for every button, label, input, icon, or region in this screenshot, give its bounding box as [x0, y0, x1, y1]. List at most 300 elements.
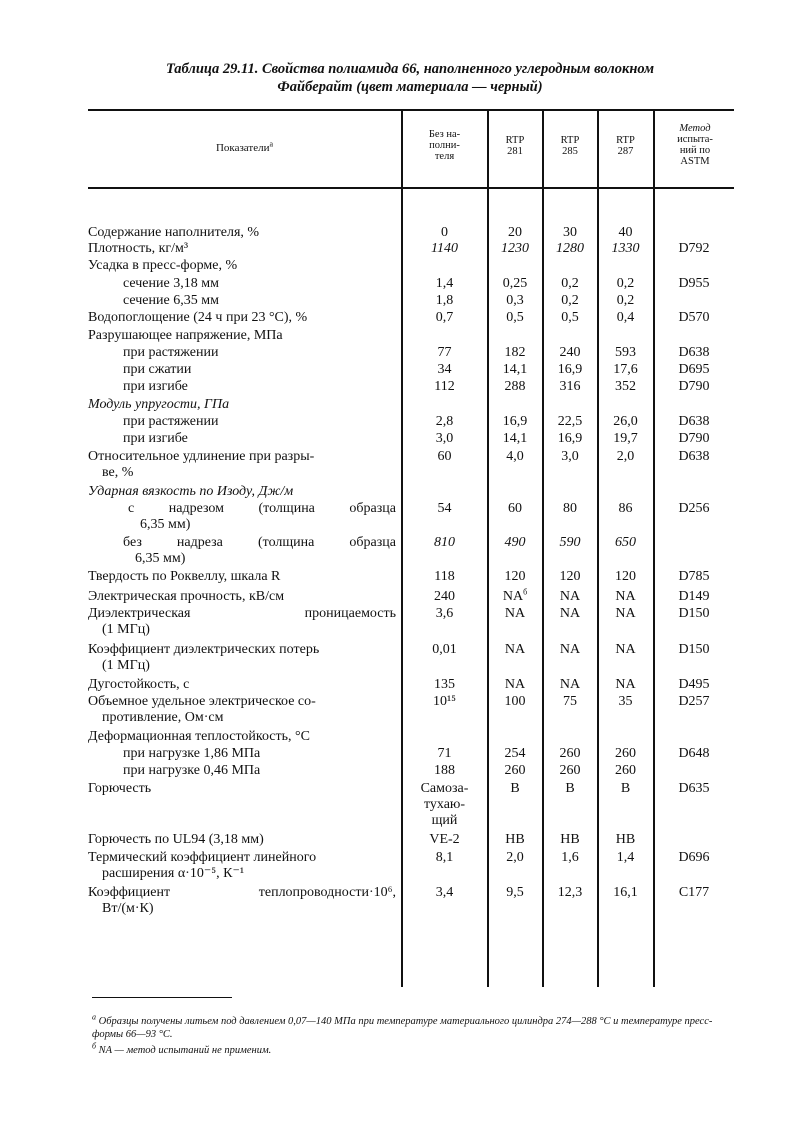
row-label: [123, 746, 396, 762]
row-label-line: Твердость по Роквеллу, шкала R: [88, 569, 281, 584]
value-cell: [402, 431, 487, 447]
header-property: [90, 139, 399, 154]
row-label: [123, 293, 396, 309]
row-label-line: сечение 6,35 мм: [123, 293, 219, 308]
header-method-line: испыта-: [677, 134, 713, 145]
value-text: D790: [678, 379, 710, 394]
method-cell: [654, 362, 734, 378]
value-text: NA: [504, 606, 526, 621]
value-cell: [598, 781, 653, 797]
value-cell: [488, 225, 542, 241]
value-cell: [402, 276, 487, 292]
value-text: NA: [615, 606, 636, 621]
value-cell: [543, 293, 597, 309]
value-text: 593: [615, 345, 636, 360]
value-text-line: тухаю-: [423, 797, 466, 812]
value-cell: [598, 293, 653, 309]
value-text: D790: [678, 431, 710, 446]
value-text: D256: [678, 501, 710, 516]
row-label-line: Горючесть: [88, 781, 152, 796]
value-cell: [598, 746, 653, 762]
row-label: [123, 763, 396, 779]
method-cell: [654, 885, 734, 901]
value-cell: [402, 569, 487, 585]
value-cell: [402, 535, 487, 551]
value-text: 16,9: [557, 362, 583, 377]
value-text: 35: [618, 694, 633, 709]
value-cell: [488, 310, 542, 326]
row-label: [88, 642, 396, 674]
value-cell: [402, 885, 487, 901]
row-label: [88, 850, 396, 882]
value-text: 14,1: [502, 362, 528, 377]
value-text: 0,5: [561, 310, 579, 325]
value-text: 75: [563, 694, 577, 709]
method-cell: [654, 501, 734, 517]
row-label: [123, 414, 396, 430]
value-cell: [402, 781, 487, 829]
value-cell: [598, 414, 653, 430]
value-text: 4,0: [506, 449, 524, 464]
value-text: 0,5: [506, 310, 524, 325]
row-label-line: Горючесть по UL94 (3,18 мм): [88, 832, 264, 847]
value-text: 135: [434, 677, 455, 692]
method-cell: [654, 850, 734, 866]
value-cell: [402, 414, 487, 430]
value-text: 260: [615, 763, 636, 778]
value-cell: [488, 832, 542, 848]
row-label: [123, 276, 396, 292]
value-text: 1330: [611, 241, 640, 256]
value-text: NA: [559, 589, 581, 604]
header-rtp281-line: 281: [507, 146, 523, 157]
header-unfilled-line: полни-: [429, 140, 460, 151]
value-text: D638: [678, 414, 710, 429]
header-bottom-rule: [88, 187, 734, 189]
value-cell: [402, 850, 487, 866]
value-cell: [488, 535, 542, 551]
value-text: 16,9: [557, 431, 583, 446]
value-cell: [543, 606, 597, 622]
value-cell: [402, 589, 487, 605]
row-label-line: при растяжении: [123, 345, 219, 360]
row-label-line: Коэффициент диэлектрических потерь: [88, 642, 320, 657]
value-cell: [402, 694, 487, 710]
row-label-line: Ударная вязкость по Изоду, Дж/м: [88, 484, 294, 499]
value-cell: [598, 569, 653, 585]
row-label-line: (1 МГц): [102, 622, 150, 637]
row-label: [88, 241, 396, 257]
row-label-line: Относительное удлинение при разры-: [88, 449, 315, 464]
value-cell: [598, 832, 653, 848]
value-text: D638: [678, 345, 710, 360]
value-cell: [488, 694, 542, 710]
value-cell: [598, 535, 653, 551]
value-text: 260: [615, 746, 636, 761]
value-cell: [402, 293, 487, 309]
value-text: 71: [437, 746, 452, 761]
row-label: [123, 379, 396, 395]
value-text: D696: [678, 850, 710, 865]
row-label: [128, 501, 396, 533]
method-cell: [654, 414, 734, 430]
row-label-line: Вт/(м·К): [102, 901, 154, 916]
value-text: D149: [678, 589, 710, 604]
value-text: 54: [437, 501, 452, 516]
footnote-a-text: Образцы получены литьем под давлением 0,07—140 МПа при температуре материального цилиндра 274—288 °С и температуре пресс-формы 66—93 °С.: [92, 1016, 713, 1040]
row-label-line: Плотность, кг/м³: [88, 241, 189, 256]
value-cell: [598, 431, 653, 447]
value-text: 1,4: [435, 276, 454, 291]
value-text: 0,2: [616, 276, 635, 291]
row-label: [88, 729, 396, 745]
value-text: VE-2: [429, 832, 460, 847]
value-cell: [543, 362, 597, 378]
value-text: 3,0: [435, 431, 454, 446]
value-text: 0,2: [616, 293, 635, 308]
value-text: 3,0: [561, 449, 579, 464]
row-label-line: Дугостойкость, с: [88, 677, 190, 692]
header-rtp285: [543, 135, 597, 157]
row-label-line: расширения α·10⁻⁵, К⁻¹: [102, 866, 245, 881]
row-label-line: 6,35 мм): [135, 551, 186, 566]
value-text: D648: [678, 746, 710, 761]
row-label: [88, 832, 396, 848]
value-text: 8,1: [435, 850, 454, 865]
value-text: 490: [504, 535, 526, 550]
value-text: D635: [678, 781, 710, 796]
value-text: NA: [615, 677, 636, 692]
value-cell: [488, 850, 542, 866]
value-text: 12,3: [557, 885, 583, 900]
value-cell: [402, 225, 487, 241]
header-rtp287-line: RTP: [616, 135, 635, 146]
value-text: D785: [678, 569, 710, 584]
row-label-line: при нагрузке 0,46 МПа: [123, 763, 261, 778]
value-cell: [598, 885, 653, 901]
value-cell: [543, 589, 597, 605]
value-cell: [543, 431, 597, 447]
value-cell: [543, 677, 597, 693]
value-cell: [402, 606, 487, 622]
row-label-line: Коэффициент теплопроводности·10⁶,: [88, 885, 396, 900]
value-cell: [598, 642, 653, 658]
value-cell: [488, 431, 542, 447]
row-label: [123, 362, 396, 378]
row-label: [88, 484, 396, 500]
value-text: 2,0: [506, 850, 524, 865]
method-cell: [654, 431, 734, 447]
value-cell: [402, 642, 487, 658]
row-label-line: 6,35 мм): [140, 517, 191, 532]
row-label-line: при сжатии: [123, 362, 192, 377]
table-caption: [80, 60, 740, 96]
value-cell: [402, 345, 487, 361]
row-label: [88, 225, 396, 241]
value-text: 120: [504, 569, 526, 584]
value-cell: [598, 276, 653, 292]
value-text: В: [510, 781, 520, 796]
value-cell: [543, 885, 597, 901]
value-text: 260: [559, 746, 581, 761]
value-text: 2,8: [435, 414, 454, 429]
value-text: 77: [437, 345, 452, 360]
row-label: [123, 535, 396, 567]
value-text: 19,7: [613, 431, 638, 446]
method-cell: [654, 569, 734, 585]
row-label-line: Модуль упругости, ГПа: [88, 397, 230, 412]
value-text: 1230: [501, 241, 529, 256]
row-label: [88, 397, 396, 413]
value-text: 120: [559, 569, 581, 584]
method-cell: [654, 677, 734, 693]
row-label-line: Электрическая прочность, кВ/см: [88, 589, 285, 604]
value-text: 288: [504, 379, 526, 394]
value-cell: [543, 763, 597, 779]
value-text: NA: [615, 589, 636, 604]
value-text: 352: [615, 379, 636, 394]
header-unfilled: [402, 129, 487, 162]
value-text: 2,0: [616, 449, 635, 464]
method-cell: [654, 694, 734, 710]
row-label: [88, 569, 396, 585]
value-text: 60: [508, 501, 522, 516]
value-cell: [543, 449, 597, 465]
value-text: 22,5: [557, 414, 583, 429]
value-text: В: [620, 781, 631, 796]
row-label: [123, 345, 396, 361]
row-label-line: Водопоглощение (24 ч при 23 °С), %: [88, 310, 308, 325]
value-cell: [543, 379, 597, 395]
method-cell: [654, 606, 734, 622]
value-text: НВ: [505, 832, 525, 847]
header-method-line: ASTM: [680, 156, 710, 167]
value-text: 316: [559, 379, 581, 394]
row-label-line: при изгибе: [123, 431, 188, 446]
value-text: С177: [678, 885, 710, 900]
footnote-b-text: NA — метод испытаний не применим.: [98, 1045, 272, 1056]
value-text: 188: [434, 763, 455, 778]
value-text: 182: [504, 345, 526, 360]
value-cell: [598, 763, 653, 779]
value-text: 112: [434, 379, 455, 394]
value-text: 1280: [556, 241, 584, 256]
header-rtp281-line: RTP: [505, 135, 525, 146]
value-cell: [402, 241, 487, 257]
value-text: 3,6: [435, 606, 454, 621]
value-text: 100: [504, 694, 526, 709]
method-cell: [654, 276, 734, 292]
value-cell: [488, 379, 542, 395]
value-cell: [488, 362, 542, 378]
value-cell: [402, 746, 487, 762]
method-cell: [654, 449, 734, 465]
footnote-a-mark: а: [92, 1012, 96, 1022]
row-label-line: Термический коэффициент линейного: [88, 850, 317, 865]
value-text: 1,6: [561, 850, 579, 865]
value-text: NA: [559, 606, 581, 621]
header-rtp285-line: 285: [562, 146, 578, 157]
value-text: 240: [559, 345, 581, 360]
value-text: NA: [559, 677, 581, 692]
row-label-line: (1 МГц): [102, 658, 150, 673]
value-text: 20: [508, 225, 522, 240]
value-text: 0,7: [435, 310, 454, 325]
value-cell: [543, 746, 597, 762]
value-cell: [488, 677, 542, 693]
value-cell: [402, 832, 487, 848]
value-text: D495: [678, 677, 710, 692]
header-rtp287: [598, 135, 653, 157]
caption-line-1: Таблица 29.11. Свойства полиамида 66, наполненного углеродным волокном: [165, 61, 655, 77]
na-footnote-mark: б: [523, 587, 528, 597]
row-label-line: сечение 3,18 мм: [123, 276, 219, 291]
method-cell: [654, 379, 734, 395]
header-rtp281: [488, 135, 542, 157]
value-cell: [598, 589, 653, 605]
header-unfilled-line: теля: [434, 151, 455, 162]
row-label-line: Диэлектрическая проницаемость: [88, 606, 396, 621]
value-cell: [543, 832, 597, 848]
footnote-b-mark: б: [92, 1041, 97, 1051]
value-cell: [488, 241, 542, 257]
value-text: 16,1: [613, 885, 638, 900]
header-top-rule: [88, 109, 734, 111]
value-cell: [488, 276, 542, 292]
value-text: 0,01: [432, 642, 457, 657]
value-text: NA: [559, 642, 581, 657]
method-cell: [654, 345, 734, 361]
value-cell: [488, 746, 542, 762]
method-cell: [654, 241, 734, 257]
value-text: НВ: [560, 832, 580, 847]
value-cell: [543, 781, 597, 797]
header-method: [655, 123, 735, 167]
header-rtp285-line: RTP: [560, 135, 580, 146]
method-cell: [654, 781, 734, 797]
row-label: [88, 310, 396, 326]
value-cell: [402, 379, 487, 395]
value-text: 16,9: [502, 414, 528, 429]
value-text: 34: [437, 362, 452, 377]
value-text: 0,2: [561, 276, 579, 291]
value-cell: [543, 694, 597, 710]
value-text-line: щий: [431, 813, 458, 828]
value-cell: [543, 535, 597, 551]
row-label: [88, 677, 396, 693]
value-cell: [488, 885, 542, 901]
value-cell: [543, 850, 597, 866]
value-text: 590: [559, 535, 581, 550]
value-cell: [488, 606, 542, 622]
header-method-line: Метод: [679, 123, 711, 134]
value-text: D570: [678, 310, 710, 325]
value-cell: [543, 276, 597, 292]
row-label-line: при нагрузке 1,86 МПа: [123, 746, 261, 761]
header-rtp287-line: 287: [617, 146, 634, 157]
value-text: NA: [504, 642, 526, 657]
caption-line-2: Файберайт (цвет материала — черный): [277, 79, 543, 95]
value-cell: [402, 501, 487, 517]
value-cell: [488, 449, 542, 465]
value-text: 120: [615, 569, 636, 584]
row-label-line: при изгибе: [123, 379, 188, 394]
row-label: [88, 606, 396, 638]
value-text: 9,5: [506, 885, 524, 900]
header-unfilled-line: Без на-: [428, 129, 461, 140]
value-cell: [598, 449, 653, 465]
value-cell: [598, 606, 653, 622]
value-cell: [402, 763, 487, 779]
value-cell: [598, 677, 653, 693]
value-cell: [543, 310, 597, 326]
row-label-line: ве, %: [102, 465, 134, 480]
row-label-line: с надрезом (толщина образца: [128, 501, 396, 516]
value-cell: [543, 414, 597, 430]
value-text: 10¹⁵: [432, 694, 457, 709]
header-method-line: ний по: [679, 145, 711, 156]
value-text: 17,6: [613, 362, 638, 377]
method-cell: [654, 746, 734, 762]
value-text: 1140: [431, 241, 458, 256]
value-cell: [488, 569, 542, 585]
value-text: NA: [504, 677, 526, 692]
value-text: 30: [563, 225, 577, 240]
row-label-line: Разрушающее напряжение, МПа: [88, 328, 283, 343]
value-cell: [543, 241, 597, 257]
row-label: [88, 885, 396, 917]
value-cell: [598, 241, 653, 257]
value-cell: [402, 310, 487, 326]
value-text: D150: [678, 606, 710, 621]
value-text: НВ: [615, 832, 636, 847]
value-cell: [488, 501, 542, 517]
row-label: [88, 449, 396, 481]
value-text: 118: [434, 569, 455, 584]
value-text: 40: [618, 225, 633, 240]
value-cell: [543, 501, 597, 517]
value-text: D257: [678, 694, 710, 709]
value-text: 810: [434, 535, 455, 550]
value-text: D955: [678, 276, 710, 291]
value-text: 3,4: [435, 885, 454, 900]
value-cell: [488, 589, 542, 605]
row-label-line: противление, Ом·см: [102, 710, 224, 725]
value-text: 60: [437, 449, 452, 464]
value-text: NA: [502, 589, 524, 604]
value-cell: [598, 310, 653, 326]
value-cell: [598, 225, 653, 241]
value-cell: [488, 414, 542, 430]
value-text: 240: [434, 589, 455, 604]
row-label: [123, 431, 396, 447]
row-label: [88, 589, 396, 605]
row-label: [88, 258, 396, 274]
method-cell: [654, 589, 734, 605]
value-text: 650: [615, 535, 636, 550]
value-text: D150: [678, 642, 710, 657]
value-text: 26,0: [613, 414, 638, 429]
value-cell: [488, 642, 542, 658]
value-text: 1,4: [616, 850, 635, 865]
row-label-line: Деформационная теплостойкость, °С: [88, 729, 310, 744]
value-cell: [543, 642, 597, 658]
value-cell: [402, 677, 487, 693]
value-text: 260: [559, 763, 581, 778]
value-text: 0: [441, 225, 448, 240]
value-text: 80: [563, 501, 577, 516]
value-text: В: [565, 781, 575, 796]
